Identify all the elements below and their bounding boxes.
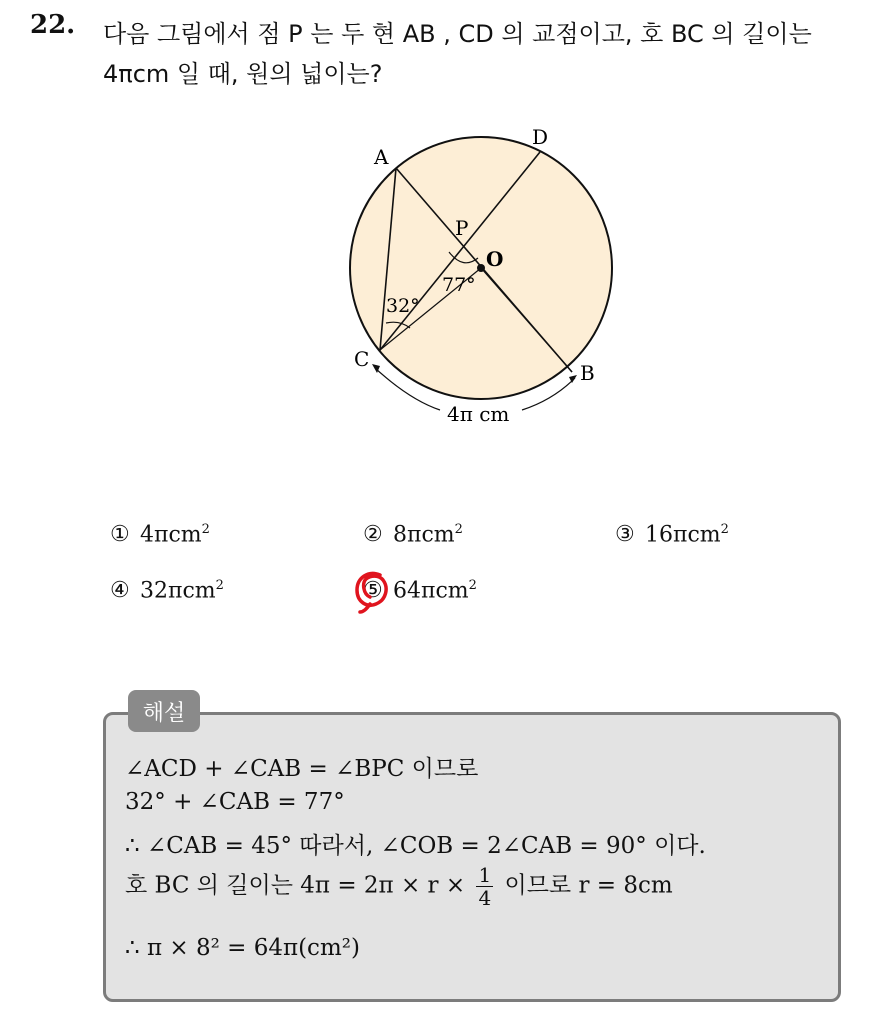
choice-text: 4πcm bbox=[140, 522, 202, 548]
solution-line-2: 32° + ∠CAB = 77° bbox=[125, 789, 345, 815]
label-p: P bbox=[455, 216, 469, 240]
solution-line-3: ∴ ∠CAB = 45° 따라서, ∠COB = 2∠CAB = 90° 이다. bbox=[125, 833, 706, 859]
choice-3[interactable] bbox=[615, 522, 729, 547]
solution-line-1: ∠ACD + ∠CAB = ∠BPC 이므로 bbox=[125, 756, 479, 782]
arc-length-label: 4π cm bbox=[447, 402, 510, 426]
label-d: D bbox=[532, 125, 549, 149]
choice-1[interactable] bbox=[110, 522, 210, 547]
angle-label-77: 77° bbox=[442, 274, 476, 296]
choice-superscript: 2 bbox=[201, 522, 210, 537]
solution-line-4-post: 이므로 r = 8cm bbox=[504, 872, 673, 899]
choice-number: ⑤ bbox=[363, 578, 383, 604]
fraction-denominator: 4 bbox=[478, 886, 492, 910]
label-c: C bbox=[354, 347, 370, 371]
choice-superscript: 2 bbox=[454, 522, 463, 537]
choice-superscript: 2 bbox=[215, 578, 224, 593]
solution-line-4-pre: 호 BC 의 길이는 4π = 2π × r × bbox=[125, 872, 466, 899]
label-o: O bbox=[486, 247, 504, 271]
label-a: A bbox=[374, 145, 389, 169]
answer-circle-mark bbox=[354, 570, 392, 614]
choice-superscript: 2 bbox=[468, 578, 477, 593]
choice-4[interactable] bbox=[110, 578, 224, 603]
angle-label-32: 32° bbox=[386, 295, 420, 317]
choice-text: 16πcm bbox=[645, 522, 721, 548]
circle-figure bbox=[330, 115, 630, 435]
choice-text: 8πcm bbox=[393, 522, 455, 548]
choice-text: 32πcm bbox=[140, 578, 216, 604]
choice-number: ③ bbox=[615, 522, 635, 548]
choice-number: ① bbox=[110, 522, 130, 548]
label-b: B bbox=[580, 361, 595, 385]
fraction-numerator: 1 bbox=[478, 863, 492, 887]
choice-number: ② bbox=[363, 522, 383, 548]
question-number: 22. bbox=[30, 10, 76, 40]
choice-number: ④ bbox=[110, 578, 130, 604]
choice-2[interactable] bbox=[363, 522, 463, 547]
question-text-line1: 다음 그림에서 점 P 는 두 현 AB , CD 의 교점이고, 호 BC 의 길이는 bbox=[103, 20, 812, 48]
fraction bbox=[476, 864, 493, 909]
solution-line-5: ∴ π × 8² = 64π(cm²) bbox=[125, 935, 360, 961]
choice-superscript: 2 bbox=[720, 522, 729, 537]
choice-text: 64πcm bbox=[393, 578, 469, 604]
solution-tag: 해설 bbox=[128, 690, 200, 732]
question-text-line2: 4πcm 일 때, 원의 넓이는? bbox=[103, 60, 383, 88]
solution-line-4 bbox=[125, 864, 673, 909]
center-point bbox=[477, 264, 485, 272]
